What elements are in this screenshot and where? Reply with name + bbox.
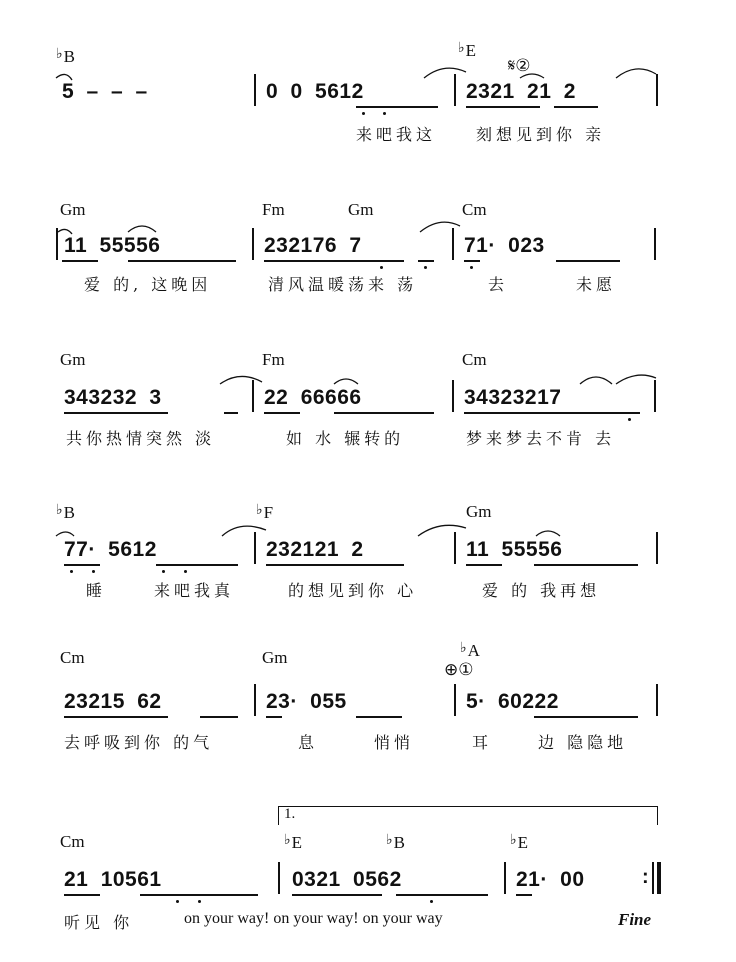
barline — [656, 684, 658, 716]
octave-dot — [424, 266, 427, 269]
beam — [292, 894, 382, 896]
beam — [516, 894, 532, 896]
barline — [252, 228, 254, 260]
barline — [504, 862, 506, 894]
notes-measure-1: 23215 62 — [64, 690, 162, 713]
barline — [252, 380, 254, 412]
lyric-line: 刻想见到你 亲 — [476, 125, 606, 144]
beam — [556, 260, 620, 262]
chord-label: Gm — [262, 648, 288, 667]
chord-label: Cm — [60, 648, 85, 667]
barline — [278, 862, 280, 894]
beam — [266, 716, 282, 718]
flat-icon: ♭ — [56, 47, 63, 62]
flat-icon: ♭ — [460, 641, 467, 656]
chord-b-flat: ♭B — [386, 833, 405, 852]
octave-dot — [162, 570, 165, 573]
chord-label: Gm — [60, 200, 86, 219]
beam — [62, 260, 98, 262]
beam — [224, 412, 238, 414]
notes-measure-2: 0321 0562 — [292, 868, 402, 891]
octave-dot — [184, 570, 187, 573]
lyric-line: 来吧我这 — [356, 125, 437, 144]
notes-measure-1: 21 10561 — [64, 868, 162, 891]
chord-label: Fm — [262, 200, 285, 219]
lyric-line: 去呼吸到你 的气 — [64, 733, 214, 752]
lyric-line: 爱 的 我再想 — [482, 581, 601, 600]
chord-b-flat: ♭B — [56, 503, 75, 522]
chord-e-flat: ♭E — [458, 41, 476, 60]
barline — [454, 684, 456, 716]
notes-measure-1: 77· 5612 — [64, 538, 157, 561]
chord-e-flat: ♭E — [510, 833, 528, 852]
flat-icon: ♭ — [56, 503, 63, 518]
tie — [128, 226, 156, 232]
notes-measure-1: 11 55556 — [64, 234, 161, 257]
tie — [334, 379, 358, 384]
barline — [654, 228, 656, 260]
chord-label: Cm — [60, 832, 85, 851]
chord-label: Gm — [348, 200, 374, 219]
lyric-line: 的想见到你 心 — [288, 581, 418, 600]
beam — [64, 894, 100, 896]
lyric-line: 来吧我真 — [154, 581, 235, 600]
tie — [616, 375, 656, 384]
octave-dot — [470, 266, 473, 269]
lyric-line: 去 — [488, 275, 509, 294]
barline — [454, 532, 456, 564]
octave-dot — [176, 900, 179, 903]
tie — [56, 532, 74, 536]
flat-icon: ♭ — [510, 833, 517, 848]
lyric-line: 悄悄 — [374, 733, 415, 752]
barline — [454, 74, 456, 106]
beam — [466, 564, 502, 566]
beam — [266, 564, 404, 566]
notes-measure-3: 71· 023 — [464, 234, 545, 257]
octave-dot — [430, 900, 433, 903]
beam — [64, 716, 168, 718]
tie — [580, 377, 612, 384]
segno-icon: 𝄋② — [508, 56, 531, 76]
barline — [656, 532, 658, 564]
beam — [356, 716, 402, 718]
octave-dot — [362, 112, 365, 115]
octave-dot — [383, 112, 386, 115]
lyric-line: 耳 — [472, 733, 493, 752]
barline — [652, 862, 654, 894]
beam — [64, 564, 100, 566]
volta-bracket — [278, 806, 658, 825]
notes-measure-2: 232176 7 — [264, 234, 362, 257]
lyric-line: 息 — [298, 733, 319, 752]
octave-dot — [628, 418, 631, 421]
notes-measure-3: 5· 60222 — [466, 690, 559, 713]
barline — [254, 74, 256, 106]
lyric-line: 听见 你 — [64, 913, 134, 932]
notes-measure-2: 23· 055 — [266, 690, 347, 713]
barline — [657, 862, 661, 894]
barline — [254, 532, 256, 564]
lyric-line: 清风温暖荡来 荡 — [268, 275, 418, 294]
beam — [128, 260, 236, 262]
chord-label: Fm — [262, 350, 285, 369]
lyric-line: 梦来梦去不肯 去 — [466, 429, 616, 448]
beam — [466, 106, 540, 108]
beam — [534, 564, 638, 566]
beam — [396, 894, 488, 896]
octave-dot — [198, 900, 201, 903]
octave-dot — [380, 266, 383, 269]
tie — [536, 531, 560, 536]
coda-icon: ⊕① — [444, 660, 474, 680]
lyric-english: on your way! on your way! on your way — [184, 910, 443, 927]
lyric-line: 睡 — [86, 581, 107, 600]
barline — [452, 228, 454, 260]
chord-label: Cm — [462, 200, 487, 219]
beam — [334, 412, 434, 414]
tie — [616, 69, 656, 78]
notes-measure-3: 11 55556 — [466, 538, 563, 561]
tie — [418, 525, 466, 536]
chord-f-flat: ♭F — [256, 503, 274, 522]
beam — [264, 412, 300, 414]
notes-measure-3: 34323217 — [464, 386, 562, 409]
beam — [356, 106, 438, 108]
barline — [254, 684, 256, 716]
chord-a-flat: ♭A — [460, 641, 480, 660]
lyric-line: 共你热情突然 淡 — [66, 429, 216, 448]
notes-measure-2: 232121 2 — [266, 538, 364, 561]
beam — [464, 260, 480, 262]
chord-label: Gm — [466, 502, 492, 521]
octave-dot — [92, 570, 95, 573]
beam — [156, 564, 238, 566]
lyric-line: 未愿 — [576, 275, 617, 294]
tie — [222, 526, 266, 536]
notes-measure-3: 21· 00 — [516, 868, 585, 891]
lyric-line: 爱 的, 这晚因 — [84, 275, 212, 294]
repeat-sign: : — [642, 866, 650, 888]
barline — [654, 380, 656, 412]
flat-icon: ♭ — [458, 41, 465, 56]
octave-dot — [70, 570, 73, 573]
chord-label: Cm — [462, 350, 487, 369]
flat-icon: ♭ — [284, 833, 291, 848]
fine-mark: Fine — [618, 910, 652, 929]
beam — [464, 412, 640, 414]
tie — [220, 376, 262, 384]
chord-b-flat: ♭B — [56, 47, 75, 66]
volta-label: 1. — [284, 806, 296, 822]
chord-e-flat: ♭E — [284, 833, 302, 852]
tie — [420, 222, 460, 232]
barline — [56, 228, 58, 260]
lyric-line: 边 隐隐地 — [538, 733, 628, 752]
beam — [200, 716, 238, 718]
lyric-line: 如 水 辗转的 — [286, 429, 405, 448]
notes-measure-2: 22 66666 — [264, 386, 362, 409]
barline — [656, 74, 658, 106]
beam — [264, 260, 404, 262]
beam — [418, 260, 434, 262]
tie — [424, 68, 466, 78]
barline — [452, 380, 454, 412]
beam — [554, 106, 598, 108]
notes-measure-1: 343232 3 — [64, 386, 162, 409]
notes-measure-2: 0 0 5612 — [266, 80, 364, 103]
flat-icon: ♭ — [386, 833, 393, 848]
beam — [140, 894, 258, 896]
beam — [534, 716, 638, 718]
flat-icon: ♭ — [256, 503, 263, 518]
chord-label: Gm — [60, 350, 86, 369]
notes-measure-3: 2321 21 2 — [466, 80, 576, 103]
beam — [64, 412, 168, 414]
notes-measure-1: 5 – – – — [62, 80, 148, 103]
